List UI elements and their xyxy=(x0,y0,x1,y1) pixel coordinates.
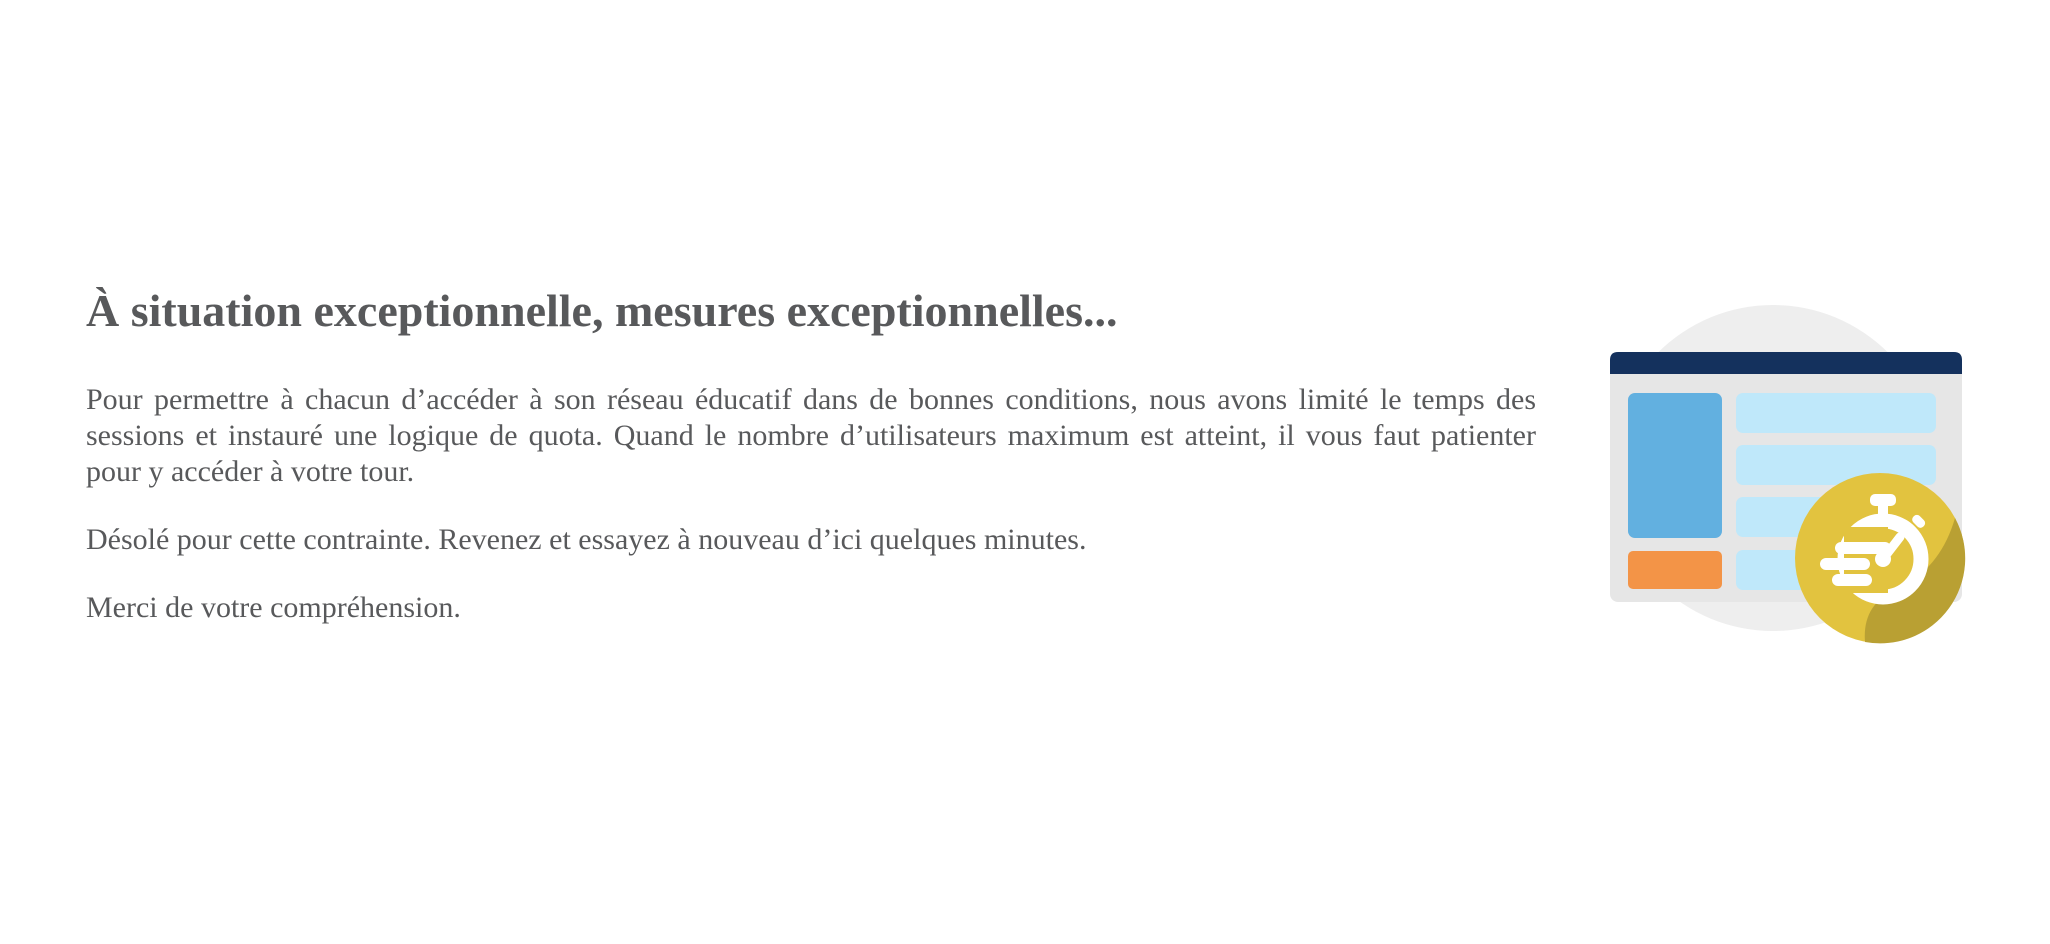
apology-paragraph: Désolé pour cette contrainte. Revenez et essayez à nouveau d’ici quelques minutes. xyxy=(86,523,1087,556)
window-title-bar xyxy=(1610,352,1962,374)
page-title: À situation exceptionnelle, mesures exceptionnelles... xyxy=(86,285,1118,336)
explanation-paragraph: Pour permettre à chacun d’accéder à son réseau éducatif dans de bonnes conditions, nous avons limité le temps des sessions et instauré une logique de quota. Quand le nombre d’utilisateurs maximum est atteint, il vous faut patienter pour y accéder à votre tour. xyxy=(86,383,1536,488)
thanks-paragraph: Merci de votre compréhension. xyxy=(86,591,461,624)
message-panel xyxy=(86,280,1536,658)
window-content-row xyxy=(1736,393,1936,433)
waiting-illustration xyxy=(1610,305,1980,645)
window-sidebar-block xyxy=(1628,393,1722,538)
window-orange-block xyxy=(1628,551,1722,589)
stopwatch-icon xyxy=(1795,473,1965,643)
browser-window-with-stopwatch-icon xyxy=(1610,305,1980,645)
